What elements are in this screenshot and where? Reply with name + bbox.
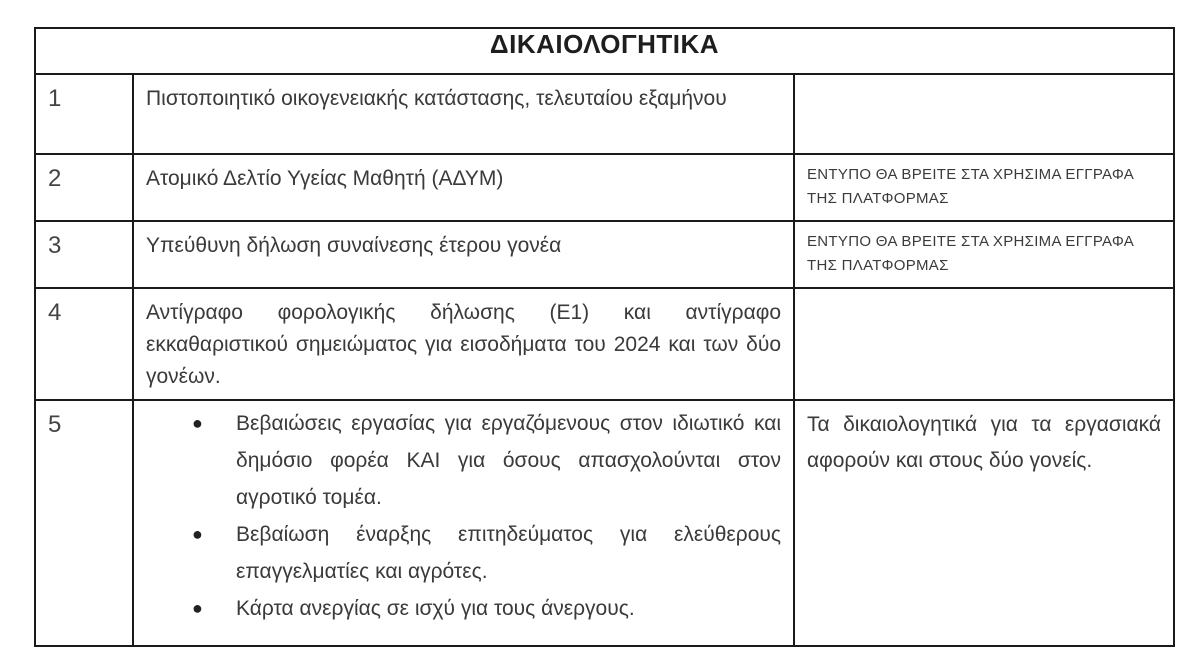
row-description: Πιστοποιητικό οικογενειακής κατάστασης, τελευταίου εξαμήνου [133,74,794,154]
row-number: 4 [35,288,133,400]
row-description-list [133,400,794,646]
bullet-item [146,405,781,516]
bullet-dot-icon: ● [192,524,203,544]
bullet-text: Κάρτα ανεργίας σε ισχύ για τους άνεργους. [236,597,635,620]
table-header-row [35,28,1174,74]
bullet-item [146,590,781,627]
documents-table [34,27,1175,647]
row-note [794,74,1174,154]
table-title: ΔΙΚΑΙΟΛΟΓΗΤΙΚΑ [35,28,1174,74]
row-number: 5 [35,400,133,646]
table-row [35,74,1174,154]
row-note [794,288,1174,400]
row-description: Ατομικό Δελτίο Υγείας Μαθητή (ΑΔΥΜ) [133,154,794,221]
row-number: 3 [35,221,133,288]
row-number: 2 [35,154,133,221]
bullet-item [146,516,781,590]
table-row [35,221,1174,288]
row-note: ΕΝΤΥΠΟ ΘΑ ΒΡΕΙΤΕ ΣΤΑ ΧΡΗΣΙΜΑ ΕΓΓΡΑΦΑ ΤΗΣ ΠΛΑΤΦΟΡΜΑΣ [794,221,1174,288]
row-note: ΕΝΤΥΠΟ ΘΑ ΒΡΕΙΤΕ ΣΤΑ ΧΡΗΣΙΜΑ ΕΓΓΡΑΦΑ ΤΗΣ ΠΛΑΤΦΟΡΜΑΣ [794,154,1174,221]
row-note: Τα δικαιολογητικά για τα εργασιακά αφορούν και στους δύο γονείς. [794,400,1174,646]
bullet-text: Βεβαιώσεις εργασίας για εργαζόμενους στον ιδιωτικό και δημόσιο φορέα ΚΑΙ για όσους απασχολούνται στον αγροτικό τομέα. [236,412,781,509]
table-row [35,288,1174,400]
row-description: Υπεύθυνη δήλωση συναίνεσης έτερου γονέα [133,221,794,288]
bullet-dot-icon: ● [192,598,203,618]
bullet-dot-icon: ● [192,413,203,433]
row-description: Αντίγραφο φορολογικής δήλωσης (Ε1) και αντίγραφο εκκαθαριστικού σημειώματος για εισοδήματα του 2024 και των δύο γονέων. [133,288,794,400]
table-row [35,154,1174,221]
bullet-list [146,405,781,627]
table-row [35,400,1174,646]
row-number: 1 [35,74,133,154]
bullet-text: Βεβαίωση έναρξης επιτηδεύματος για ελεύθερους επαγγελματίες και αγρότες. [236,523,781,583]
